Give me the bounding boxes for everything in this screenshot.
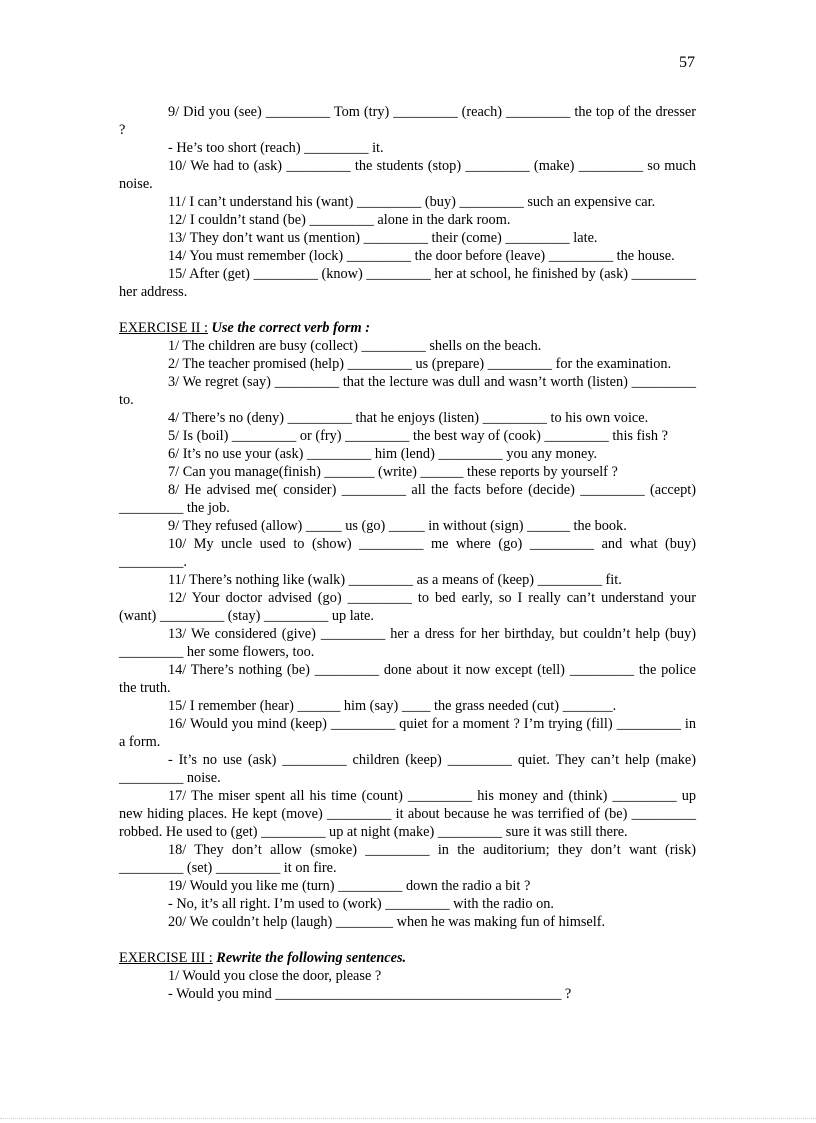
exercise-item: 3/ We regret (say) _________ that the lecture was dull and wasn’t worth (listen) _________ to.: [119, 374, 696, 408]
exercise-item: 1/ The children are busy (collect) _________ shells on the beach.: [168, 338, 542, 354]
exercise-3-label: EXERCISE III :: [119, 950, 213, 966]
exercise-item: 6/ It’s no use your (ask) _________ him (lend) _________ you any money.: [168, 446, 598, 462]
exercise-item: 8/ He advised me( consider) _________ all the facts before (decide) _________ (accept) _________ the job.: [119, 482, 696, 516]
exercise-item: 9/ They refused (allow) _____ us (go) _____ in without (sign) ______ the book.: [168, 518, 627, 534]
exercise-item: - It’s no use (ask) _________ children (keep) _________ quiet. They can’t help (make) _________ noise.: [119, 752, 696, 786]
exercise-item: 17/ The miser spent all his time (count) _________ his money and (think) _________ up new hiding places. He kept (move) _________ it about because he was terrified of (be) _________ robbed. He used to (get) _________ up at night (make) _________ sure it was still there.: [119, 788, 696, 840]
exercise-item: 16/ Would you mind (keep) _________ quiet for a moment ? I’m trying (fill) _________ in a form.: [119, 716, 696, 750]
exercise-item: 12/ I couldn’t stand (be) _________ alone in the dark room.: [168, 212, 511, 228]
exercise-item: 11/ There’s nothing like (walk) _________ as a means of (keep) _________ fit.: [168, 572, 622, 588]
exercise-item: 15/ I remember (hear) ______ him (say) ____ the grass needed (cut) _______.: [168, 698, 617, 714]
exercise-item: 20/ We couldn’t help (laugh) ________ when he was making fun of himself.: [168, 914, 606, 930]
exercise-2-instruction: Use the correct verb form :: [211, 320, 370, 336]
exercise-3-heading: [119, 949, 696, 967]
exercise-item: 9/ Did you (see) _________ Tom (try) _________ (reach) _________ the top of the dresser ?: [119, 104, 696, 138]
page-bottom-rule: [0, 1118, 816, 1119]
exercise-item: 12/ Your doctor advised (go) _________ to bed early, so I really can’t understand your (want) _________ (stay) _________ up late.: [119, 590, 696, 624]
page-number: 57: [679, 54, 695, 71]
spacer: [119, 931, 696, 949]
exercise-item: - No, it’s all right. I’m used to (work) _________ with the radio on.: [168, 896, 554, 912]
exercise-item: 18/ They don’t allow (smoke) _________ in the auditorium; they don’t want (risk) _________ (set) _________ it on fire.: [119, 842, 696, 876]
exercise-item: 1/ Would you close the door, please ?: [168, 968, 382, 984]
exercise-item: 10/ We had to (ask) _________ the students (stop) _________ (make) _________ so much noise.: [119, 158, 696, 192]
exercise-item: 7/ Can you manage(finish) _______ (write) ______ these reports by yourself ?: [168, 464, 618, 480]
exercise-item: 14/ You must remember (lock) _________ the door before (leave) _________ the house.: [168, 248, 675, 264]
exercise-2-heading: [119, 319, 696, 337]
exercise-item: 2/ The teacher promised (help) _________ us (prepare) _________ for the examination.: [168, 356, 672, 372]
exercise-item: 4/ There’s no (deny) _________ that he enjoys (listen) _________ to his own voice.: [168, 410, 649, 426]
exercise-item: 19/ Would you like me (turn) _________ down the radio a bit ?: [168, 878, 531, 894]
worksheet-body: [119, 103, 696, 1003]
exercise-item: 10/ My uncle used to (show) _________ me where (go) _________ and what (buy) _________.: [119, 536, 696, 570]
exercise-2-label: EXERCISE II :: [119, 320, 208, 336]
exercise-item: 5/ Is (boil) _________ or (fry) _________ the best way of (cook) _________ this fish ?: [168, 428, 668, 444]
exercise-item: 14/ There’s nothing (be) _________ done about it now except (tell) _________ the police the truth.: [119, 662, 696, 696]
exercise-item: 15/ After (get) _________ (know) _________ her at school, he finished by (ask) _________ her address.: [119, 266, 696, 300]
exercise-item: - Would you mind ________________________________________ ?: [168, 986, 572, 1002]
exercise-item: 11/ I can’t understand his (want) _________ (buy) _________ such an expensive car.: [168, 194, 656, 210]
exercise-item: 13/ They don’t want us (mention) _________ their (come) _________ late.: [168, 230, 598, 246]
spacer: [119, 301, 696, 319]
exercise-3-instruction: Rewrite the following sentences.: [216, 950, 407, 966]
exercise-item: 13/ We considered (give) _________ her a dress for her birthday, but couldn’t help (buy) _________ her some flowers, too.: [119, 626, 696, 660]
exercise-item: - He’s too short (reach) _________ it.: [168, 140, 384, 156]
